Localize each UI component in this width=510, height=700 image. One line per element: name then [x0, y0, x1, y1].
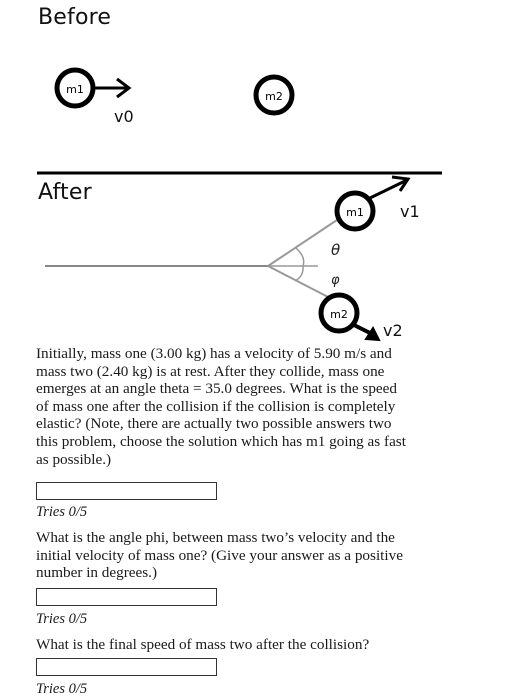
question-phi	[36, 529, 460, 582]
collision-diagram	[0, 0, 510, 345]
problem-intro-line: of mass one after the collision if the collision is completely	[36, 397, 396, 415]
v0-label: v0	[114, 107, 134, 126]
q2-tries-counter: Tries 0/5	[36, 611, 88, 627]
after-heading: After	[38, 180, 92, 205]
question-phi-line: What is the angle phi, between mass two’s velocity and the	[36, 529, 395, 546]
v2-arrow	[354, 325, 379, 340]
svg-text:m2: m2	[330, 308, 348, 321]
problem-intro-line: Initially, mass one (3.00 kg) has a velocity of 5.90 m/s and	[36, 345, 392, 362]
m1-before-ball	[57, 70, 93, 106]
angle-phi-answer-input[interactable]	[36, 588, 217, 606]
v1-arrow	[370, 177, 408, 198]
question-phi-line: number in degrees.)	[36, 564, 158, 582]
svg-text:m1: m1	[66, 83, 84, 96]
question-phi-line: initial velocity of mass one? (Give your answer as a positive	[36, 546, 403, 564]
m1-after-ball	[337, 193, 373, 229]
question-v2: What is the final speed of mass two after the collision?	[36, 636, 370, 653]
problem-intro-line: as possible.)	[36, 450, 112, 468]
q3-tries-counter: Tries 0/5	[36, 681, 88, 697]
phi-label: φ	[331, 273, 340, 288]
speed-m1-answer-input[interactable]	[36, 482, 217, 500]
scatter-wedge	[268, 218, 340, 298]
v2-label: v2	[383, 321, 403, 340]
problem-intro-line: mass two (2.40 kg) is at rest. After they collide, mass one	[36, 362, 385, 380]
m2-before-ball	[256, 77, 292, 113]
speed-m2-answer-input[interactable]	[36, 658, 217, 676]
v1-label: v1	[400, 202, 420, 221]
svg-text:m1: m1	[346, 206, 364, 219]
problem-intro-line: this problem, choose the solution which has m1 going as fast	[36, 432, 406, 450]
v0-arrow	[94, 79, 129, 97]
q1-tries-counter: Tries 0/5	[36, 504, 88, 520]
problem-intro	[36, 345, 460, 468]
problem-intro-line: elastic? (Note, there are actually two possible answers two	[36, 415, 392, 433]
theta-label: θ	[331, 241, 341, 259]
problem-intro-line: emerges at an angle theta = 35.0 degrees. What is the speed	[36, 380, 397, 398]
svg-text:m2: m2	[265, 90, 283, 103]
m2-after-ball	[321, 295, 357, 331]
before-heading: Before	[38, 5, 112, 30]
